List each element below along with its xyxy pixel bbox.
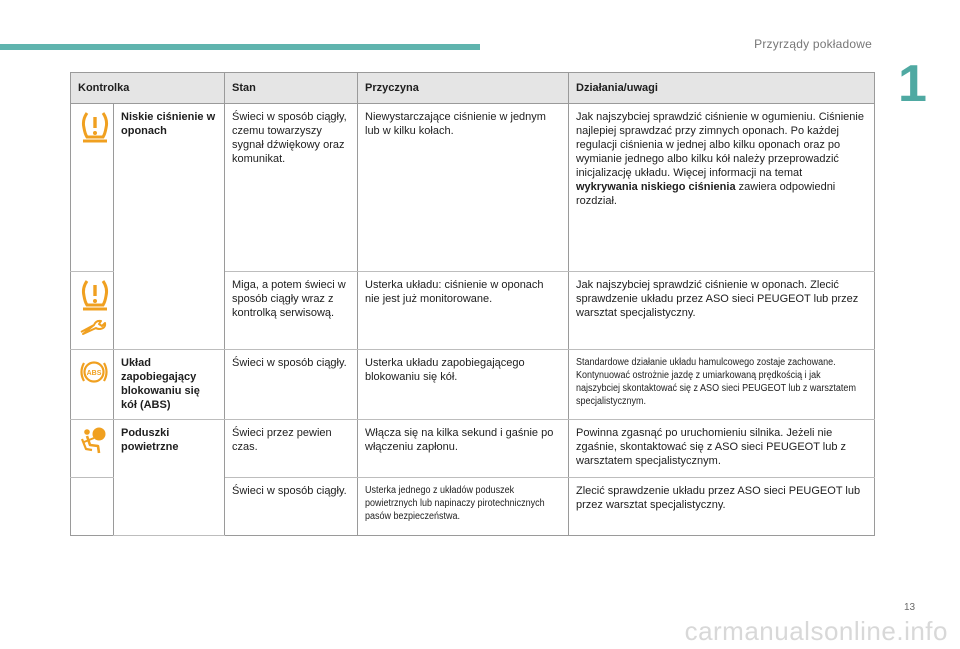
table-row: [71, 104, 875, 272]
tire-action-1-text: Jak najszybciej sprawdzić ciśnienie w ogumieniu. Ciśnienie najlepiej sprawdzać przy zimnych oponach. Po każdej regulacji ciśnienia w jednej albo kilku oponach oraz po wymianie jednego albo kilku kół należy przeprowadzić inicjalizację układu. Więcej informacji na temat: [576, 111, 864, 179]
airbag-icon: [78, 426, 110, 458]
airbag-state-1: Świeci przez pewien czas.: [225, 420, 358, 478]
row-name-airbags: Poduszki powietrzne: [114, 420, 225, 536]
tire-state-2: Miga, a potem świeci w sposób ciągły wraz z kontrolką serwisową.: [225, 272, 358, 350]
tire-pressure-icon: [78, 110, 112, 144]
tire-pressure-icon: [78, 278, 112, 312]
tire-pressure-icon-cell: [71, 104, 114, 272]
airbag-icon-cell-empty: [71, 478, 114, 536]
airbag-action-2: Zlecić sprawdzenie układu przez ASO sieci PEUGEOT lub przez warsztat specjalistyczny.: [569, 478, 875, 536]
tire-state-1: Świeci w sposób ciągły, czemu towarzyszy sygnał dźwiękowy oraz komunikat.: [225, 104, 358, 272]
column-header-przyczyna: Przyczyna: [358, 73, 569, 104]
table-row: [71, 420, 875, 478]
tire-action-2: Jak najszybciej sprawdzić ciśnienie w oponach. Zlecić sprawdzenie układu przez ASO sieci PEUGEOT lub przez warsztat specjalistyczny.: [569, 272, 875, 350]
abs-icon-label: ABS: [86, 370, 102, 377]
airbag-cause-2: [358, 478, 569, 536]
section-title: Przyrządy pokładowe: [754, 37, 872, 51]
abs-icon: [78, 356, 110, 388]
row-name-abs: Układ zapobiegający blokowaniu się kół (ABS): [114, 350, 225, 420]
chapter-number: 1: [898, 55, 927, 113]
tire-cause-1: Niewystarczające ciśnienie w jednym lub w kilku kołach.: [358, 104, 569, 272]
abs-action-text: Standardowe działanie układu hamulcowego zostaje zachowane. Kontynuować ostrożnie jazdę z umiarkowaną prędkością i jak najszybciej skontaktować się z ASO sieci PEUGEOT lub z warsztatem specjalistycznym.: [576, 357, 856, 407]
table-row: [71, 350, 875, 420]
tire-action-1: [569, 104, 875, 272]
column-header-stan: Stan: [225, 73, 358, 104]
tire-cause-2: Usterka układu: ciśnienie w oponach nie jest już monitorowane.: [358, 272, 569, 350]
watermark: carmanualsonline.info: [684, 616, 948, 646]
abs-state: Świeci w sposób ciągły.: [225, 350, 358, 420]
tire-pressure-service-icon-cell: [71, 272, 114, 350]
airbag-cause-1: Włącza się na kilka sekund i gaśnie po włączeniu zapłonu.: [358, 420, 569, 478]
page-number: 13: [904, 602, 916, 613]
column-header-dzialania: Działania/uwagi: [569, 73, 875, 104]
table-header-row: [71, 73, 875, 104]
tire-action-1-suffix: zawiera odpowiedni rozdział.: [576, 181, 836, 207]
column-header-kontrolka: Kontrolka: [71, 73, 225, 104]
airbag-cause-2-text: Usterka jednego z układów poduszek powietrznych lub napinaczy pirotechnicznych pasów bezpieczeństwa.: [365, 485, 545, 522]
airbag-state-2: Świeci w sposób ciągły.: [225, 478, 358, 536]
abs-action: [569, 350, 875, 420]
tire-action-1-bold: wykrywania niskiego ciśnienia: [576, 181, 736, 193]
warning-lights-table: [70, 72, 875, 536]
wrench-icon: [78, 318, 108, 336]
abs-icon-cell: [71, 350, 114, 420]
airbag-action-1: Powinna zgasnąć po uruchomieniu silnika. Jeżeli nie zgaśnie, skontaktować się z ASO sieci PEUGEOT lub z warsztatem specjalistycznym.: [569, 420, 875, 478]
airbag-icon-cell: [71, 420, 114, 478]
row-name-tire-pressure: Niskie ciśnienie w oponach: [114, 104, 225, 350]
top-accent-bar: [0, 44, 480, 50]
abs-cause: Usterka układu zapobiegającego blokowaniu się kół.: [358, 350, 569, 420]
